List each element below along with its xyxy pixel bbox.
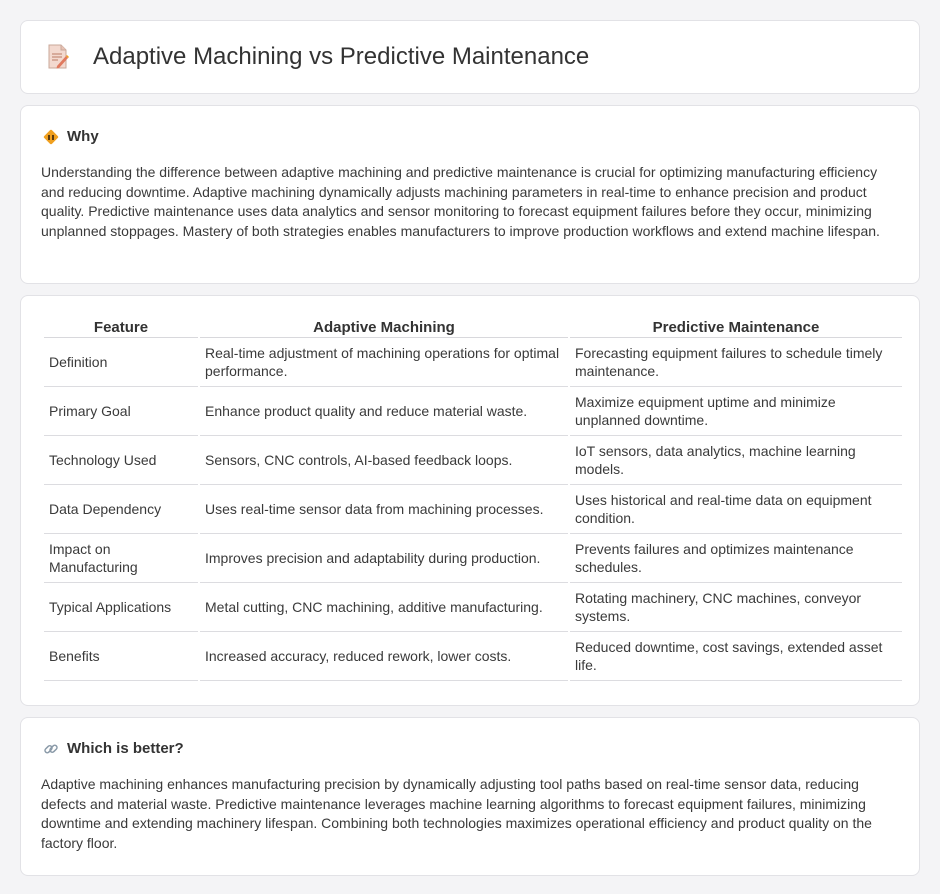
table-cell: Definition bbox=[44, 338, 198, 387]
comparison-table bbox=[42, 316, 904, 681]
table-row bbox=[44, 338, 902, 387]
table-cell: Primary Goal bbox=[44, 387, 198, 436]
table-cell: Enhance product quality and reduce material waste. bbox=[200, 387, 568, 436]
table-row bbox=[44, 583, 902, 632]
which-is-better-text: Adaptive machining enhances manufacturing precision by dynamically adjusting tool paths based on real-time sensor data, reducing defects and material waste. Predictive maintenance leverages machine learning algorithms to forecast equipment failures, minimizing downtime and extending machinery lifespan. Combining both technologies maximizes operational efficiency and product quality on the factory floor. bbox=[41, 776, 872, 851]
why-text: Understanding the difference between adaptive machining and predictive maintenance is crucial for optimizing manufacturing efficiency and reducing downtime. Adaptive machining dynamically adjusts machining parameters in real-time to enhance precision and product quality. Predictive maintenance uses data analytics and sensor monitoring to forecast equipment failures before they occur, minimizing unplanned stoppages. Mastery of both strategies enables manufacturers to improve production workflows and extend machine lifespan. bbox=[41, 164, 880, 239]
table-row bbox=[44, 632, 902, 681]
table-cell: Metal cutting, CNC machining, additive manufacturing. bbox=[200, 583, 568, 632]
table-cell: Uses historical and real-time data on equipment condition. bbox=[570, 485, 902, 534]
table-row bbox=[44, 436, 902, 485]
table-cell: Technology Used bbox=[44, 436, 198, 485]
column-header-adaptive-machining: Adaptive Machining bbox=[200, 316, 568, 338]
diamond-sign-icon bbox=[43, 129, 59, 145]
header-card bbox=[20, 20, 920, 94]
table-cell: Forecasting equipment failures to schedule timely maintenance. bbox=[570, 338, 902, 387]
column-header-feature: Feature bbox=[44, 316, 198, 338]
why-heading bbox=[41, 128, 899, 145]
column-header-predictive-maintenance: Predictive Maintenance bbox=[570, 316, 902, 338]
table-cell: Rotating machinery, CNC machines, conveyor systems. bbox=[570, 583, 902, 632]
why-section bbox=[20, 105, 920, 284]
table-cell: Impact on Manufacturing bbox=[44, 534, 198, 583]
table-cell: Benefits bbox=[44, 632, 198, 681]
table-cell: Data Dependency bbox=[44, 485, 198, 534]
table-cell: Uses real-time sensor data from machining processes. bbox=[200, 485, 568, 534]
table-row bbox=[44, 485, 902, 534]
link-icon bbox=[43, 741, 59, 757]
document-pencil-icon bbox=[47, 44, 69, 70]
table-cell: Sensors, CNC controls, AI-based feedback loops. bbox=[200, 436, 568, 485]
table-cell: Increased accuracy, reduced rework, lower costs. bbox=[200, 632, 568, 681]
table-cell: Real-time adjustment of machining operations for optimal performance. bbox=[200, 338, 568, 387]
table-cell: IoT sensors, data analytics, machine learning models. bbox=[570, 436, 902, 485]
table-row bbox=[44, 387, 902, 436]
table-cell: Maximize equipment uptime and minimize unplanned downtime. bbox=[570, 387, 902, 436]
table-cell: Prevents failures and optimizes maintenance schedules. bbox=[570, 534, 902, 583]
comparison-table-card bbox=[20, 295, 920, 706]
which-is-better-heading-label: Which is better? bbox=[67, 740, 184, 757]
table-cell: Improves precision and adaptability during production. bbox=[200, 534, 568, 583]
table-header-row bbox=[44, 316, 902, 338]
table-row bbox=[44, 534, 902, 583]
why-heading-label: Why bbox=[67, 128, 99, 145]
page-title: Adaptive Machining vs Predictive Maintenance bbox=[93, 43, 590, 70]
which-is-better-heading bbox=[41, 740, 899, 757]
table-cell: Typical Applications bbox=[44, 583, 198, 632]
which-is-better-section bbox=[20, 717, 920, 876]
table-cell: Reduced downtime, cost savings, extended asset life. bbox=[570, 632, 902, 681]
